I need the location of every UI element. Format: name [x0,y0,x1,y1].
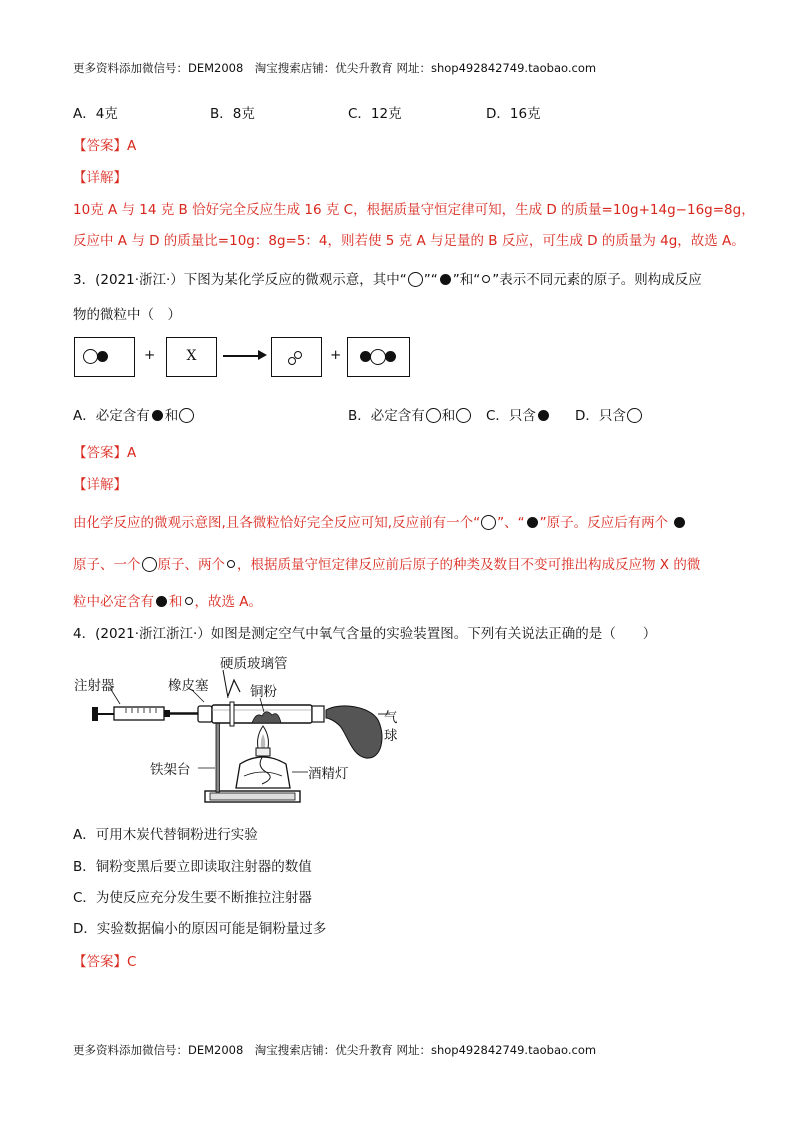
black-atom-icon [674,517,685,528]
large-white-atom-icon [370,349,386,365]
q3-answer: 【答案】A [73,445,137,461]
q2-option-c: C．12克 [348,106,402,122]
page-footer: 更多资料添加微信号：DEM2008 淘宝搜索店铺：优尖升教育 网址：shop492842749.taobao.com [73,1043,597,1057]
product-box-2 [347,337,410,377]
label-balloon-2: 球 [384,728,398,744]
q2-detail-line2: 反应中 A 与 D 的质量比=10g：8g=5：4，则若使 5 克 A 与足量的 B 反应，可生成 D 的质量为 4g，故选 A。 [73,233,745,249]
label-syringe: 注射器 [74,678,115,694]
q4-option-a: A．可用木炭代替铜粉进行实验 [73,827,258,843]
large-white-atom-icon [83,349,98,364]
q3-detail-line1: 由化学反应的微观示意图,且各微粒恰好完全反应可知,反应前有一个“ ”、“ ”原子。反应后有两个 [73,511,687,531]
label-balloon-1: 气 [384,710,398,726]
q2-option-b: B．8克 [210,106,255,122]
large-white-atom-icon [408,272,423,287]
q3-detail-line2: 原子、一个 原子、两个 ，根据质量守恒定律反应前后原子的种类及数目不变可推出构成反应物 X 的微 [73,557,701,573]
label-glass-tube: 硬质玻璃管 [220,656,288,672]
q4-option-d: D．实验数据偏小的原因可能是铜粉量过多 [73,921,327,937]
reactant-box-1 [74,337,135,377]
plus-sign-1: + [144,347,156,363]
black-atom-icon [440,274,451,285]
black-atom-icon [156,596,167,607]
apparatus-figure [70,650,410,810]
q4-answer: 【答案】C [73,954,137,970]
q3-detail-line3: 粒中必定含有 和 ，故选 A。 [73,594,263,610]
large-white-atom-icon [481,515,496,530]
label-alcohol-lamp: 酒精灯 [308,766,349,782]
q2-option-d: D．16克 [486,106,541,122]
q3-option-a: A．必定含有 和 [73,404,195,424]
q2-answer: 【答案】A [73,138,137,154]
q3-option-c: C．只含 [486,404,551,424]
q4-stem: 4．(2021·浙江浙江·）如图是测定空气中氧气含量的实验装置图。下列有关说法正确的是（ ） [73,626,657,642]
label-copper-powder: 铜粉 [250,684,277,700]
black-atom-icon [385,351,396,362]
black-atom-icon [97,351,108,362]
black-atom-icon [527,517,538,528]
q3-detail-label: 【详解】 [73,477,127,493]
plus-sign-2: + [330,347,342,363]
large-white-atom-icon [142,557,157,572]
black-atom-icon [538,410,549,421]
q3-stem-line2: 物的微粒中（ ） [73,307,181,323]
q4-option-c: C．为使反应充分发生要不断推拉注射器 [73,890,312,906]
large-white-atom-icon [179,408,194,423]
apparatus-drawing [70,650,410,810]
q4-option-b: B．铜粉变黑后要立即读取注射器的数值 [73,859,312,875]
large-white-atom-icon [426,408,441,423]
q2-detail-label: 【详解】 [73,170,127,186]
q3-option-d: D．只含 [575,404,643,424]
small-white-atom-icon [482,275,490,283]
unknown-reactant-x: X [186,348,197,364]
q2-option-a: A．4克 [73,106,118,122]
reactant-box-x [166,337,217,377]
label-rubber-stopper: 橡皮塞 [168,678,209,694]
q3-stem-line1: 3．(2021·浙江·）下图为某化学反应的微观示意，其中“ ”“ ”和“ ”表示不同元素的原子。则构成反应 [73,272,702,288]
page-header: 更多资料添加微信号：DEM2008 淘宝搜索店铺：优尖升教育 网址：shop492842749.taobao.com [73,61,597,75]
label-iron-stand: 铁架台 [150,762,191,778]
small-white-atom-icon [227,560,235,568]
large-white-atom-icon [456,408,471,423]
black-atom-icon [152,410,163,421]
small-white-atom-icon [185,597,193,605]
q3-option-b: B．必定含有 和 [348,404,472,424]
product-box-1 [271,337,322,377]
q2-detail-line1: 10克 A 与 14 克 B 恰好完全反应生成 16 克 C，根据质量守恒定律可知，生成 D 的质量=10g+14g−16g=8g， [73,202,755,218]
small-white-atom-icon [294,351,302,359]
large-white-atom-icon [627,408,642,423]
reaction-arrow-head-icon [258,350,267,360]
reaction-arrow-line [223,355,261,357]
